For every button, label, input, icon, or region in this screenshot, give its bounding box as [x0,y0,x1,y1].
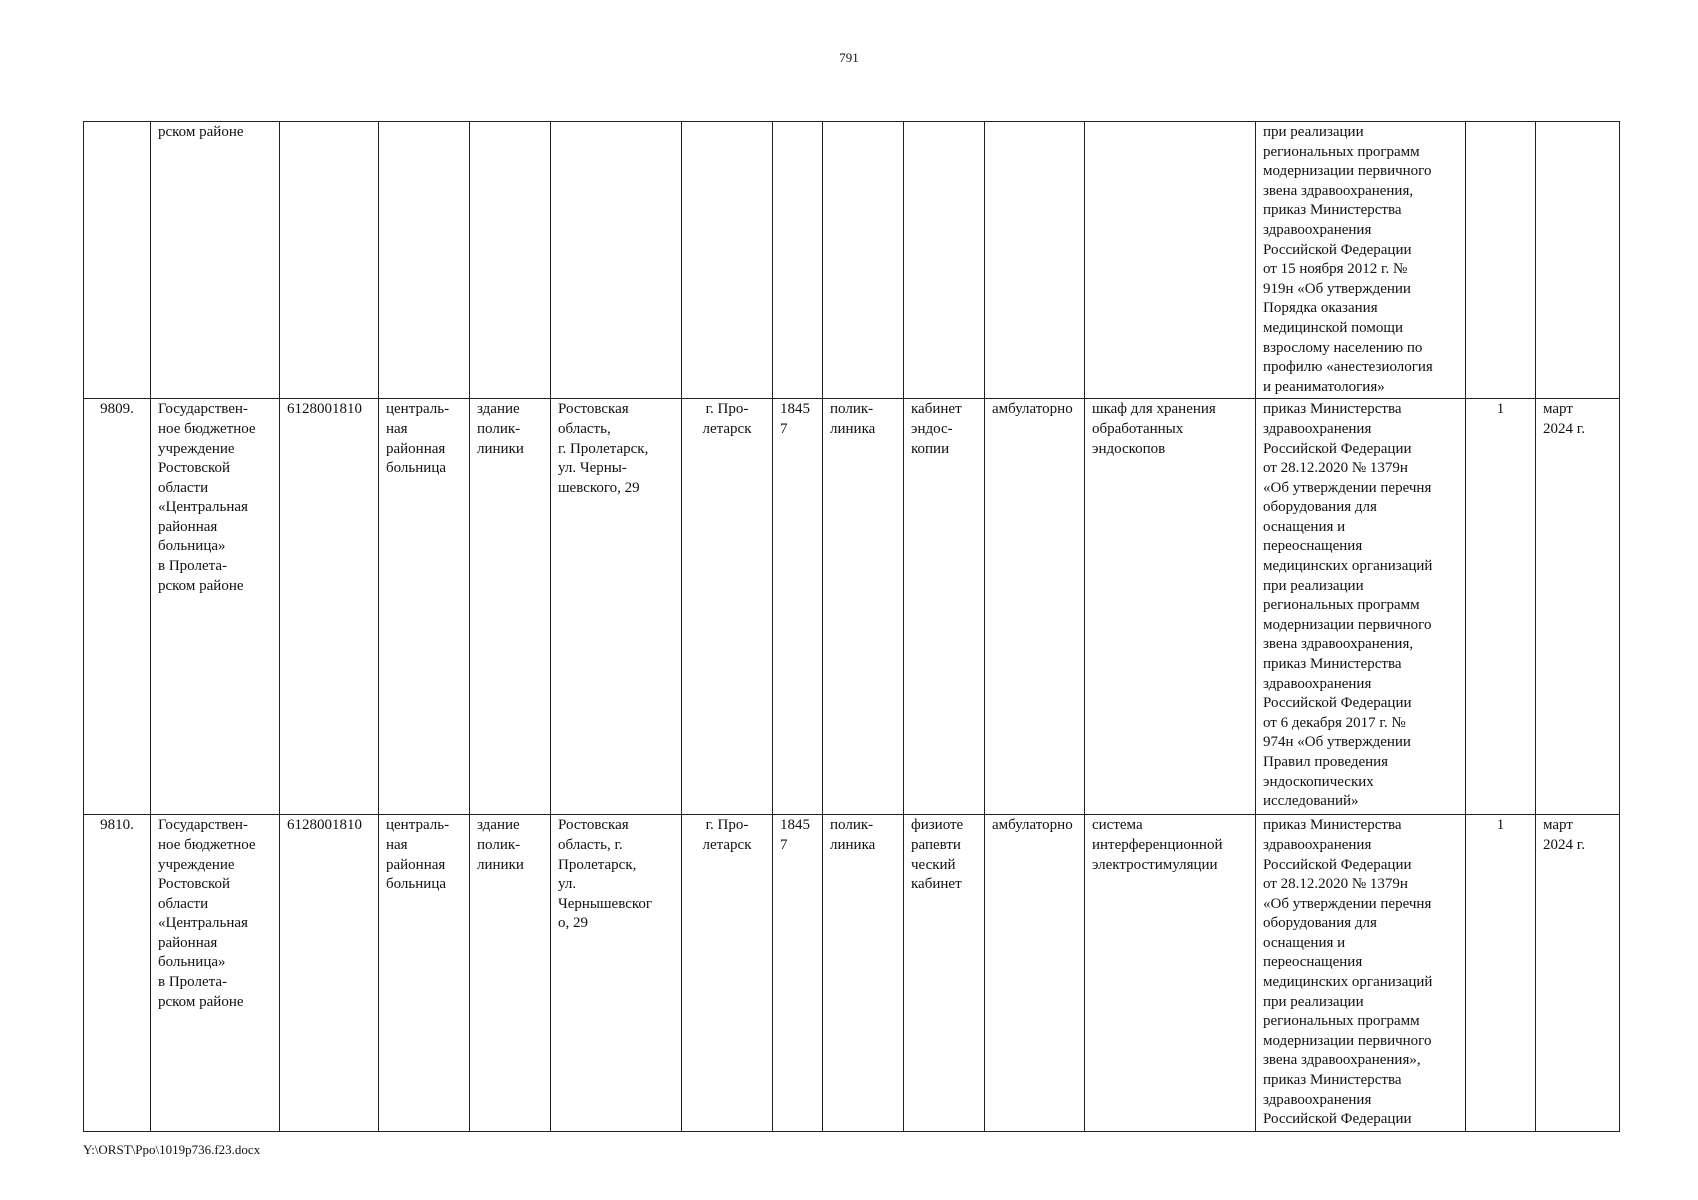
cell-inn [280,122,379,399]
cell-inn: 6128001810 [280,399,379,815]
cell-care-mode: амбулаторно [985,815,1085,1132]
cell-code: 1845 7 [773,815,823,1132]
cell-number: 9810. [84,815,151,1132]
cell-date: март 2024 г. [1536,399,1620,815]
cell-address [551,122,682,399]
cell-legal-basis: приказ Министерства здравоохранения Российской Федерации от 28.12.2020 № 1379н «Об утверждении перечня оборудования для оснащения и переоснащения медицинских организаций при реализации региональных программ модернизации первичного звена здравоохранения, приказ Министерства здравоохранения Российской Федерации от 6 декабря 2017 г. № 974н «Об утверждении Правил проведения эндоскопических исследований» [1256,399,1466,815]
cell-legal-basis: приказ Министерства здравоохранения Российской Федерации от 28.12.2020 № 1379н «Об утверждении перечня оборудования для оснащения и переоснащения медицинских организаций при реализации региональных программ модернизации первичного звена здравоохранения», приказ Министерства здравоохранения Российской Федерации [1256,815,1466,1132]
cell-number [84,122,151,399]
cell-organization: Государствен- ное бюджетное учреждение Ростовской области «Центральная районная больница» в Пролета- рском районе [151,815,280,1132]
cell-unit [823,122,904,399]
table-row [84,399,1620,815]
cell-code [773,122,823,399]
cell-unit: полик- линика [823,399,904,815]
cell-organization: рском районе [151,122,280,399]
cell-number: 9809. [84,399,151,815]
cell-quantity [1466,122,1536,399]
cell-legal-basis: при реализации региональных программ модернизации первичного звена здравоохранения, приказ Министерства здравоохранения Российской Федерации от 15 ноября 2012 г. № 919н «Об утверждении Порядка оказания медицинской помощи взрослому населению по профилю «анестезиология и реаниматология» [1256,122,1466,399]
cell-care-mode [985,122,1085,399]
cell-organization: Государствен- ное бюджетное учреждение Ростовской области «Центральная районная больница» в Пролета- рском районе [151,399,280,815]
cell-building: здание полик- линики [470,399,551,815]
cell-equipment: шкаф для хранения обработанных эндоскопов [1085,399,1256,815]
cell-room: физиоте рапевти ческий кабинет [904,815,985,1132]
cell-unit: полик- линика [823,815,904,1132]
cell-date [1536,122,1620,399]
cell-org-type: централь- ная районная больница [379,815,470,1132]
page-number: 791 [839,50,859,65]
cell-city: г. Про- летарск [682,815,773,1132]
cell-care-mode: амбулаторно [985,399,1085,815]
cell-code: 1845 7 [773,399,823,815]
cell-org-type [379,122,470,399]
cell-address: Ростовская область, г. Пролетарск, ул. Чернышевског о, 29 [551,815,682,1132]
document-file-path: Y:\ORST\Ppo\1019p736.f23.docx [83,1142,261,1157]
cell-city: г. Про- летарск [682,399,773,815]
cell-building [470,122,551,399]
cell-room: кабинет эндос- копии [904,399,985,815]
equipment-registry-table [83,121,1620,1132]
cell-quantity: 1 [1466,815,1536,1132]
cell-date: март 2024 г. [1536,815,1620,1132]
table-row [84,815,1620,1132]
cell-inn: 6128001810 [280,815,379,1132]
cell-room [904,122,985,399]
cell-quantity: 1 [1466,399,1536,815]
cell-org-type: централь- ная районная больница [379,399,470,815]
cell-address: Ростовская область, г. Пролетарск, ул. Черны- шевского, 29 [551,399,682,815]
cell-building: здание полик- линики [470,815,551,1132]
table-row [84,122,1620,399]
cell-city [682,122,773,399]
cell-equipment [1085,122,1256,399]
cell-equipment: система интерференционной электростимуляции [1085,815,1256,1132]
